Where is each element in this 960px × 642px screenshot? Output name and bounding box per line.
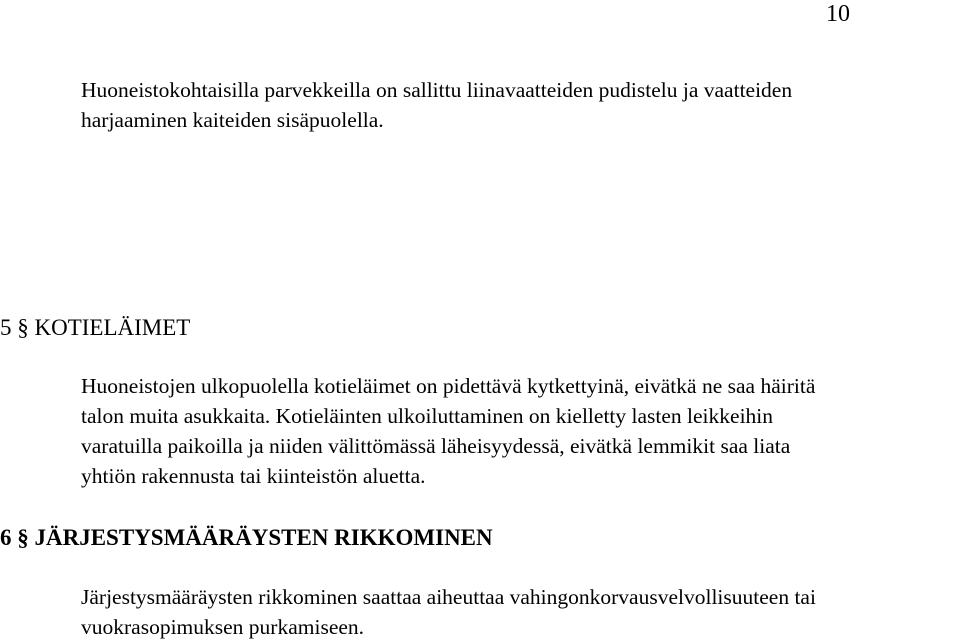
paragraph-violations xyxy=(81,582,816,642)
paragraph-line: Huoneistokohtaisilla parvekkeilla on sallittu liinavaatteiden pudistelu ja vaatteiden xyxy=(81,78,793,102)
paragraph-line: talon muita asukkaita. Kotieläinten ulkoiluttaminen on kielletty lasten leikkeihin xyxy=(81,404,774,428)
paragraph-pets xyxy=(81,371,815,491)
paragraph-line: vuokrasopimuksen purkamiseen. xyxy=(81,615,365,639)
paragraph-line: Huoneistojen ulkopuolella kotieläimet on pidettävä kytkettyinä, eivätkä ne saa häiritä xyxy=(81,374,816,398)
paragraph-line: yhtiön rakennusta tai kiinteistön aluetta. xyxy=(81,464,426,488)
paragraph-balcony-rules xyxy=(81,75,792,135)
page-number: 10 xyxy=(826,1,850,27)
paragraph-line: harjaaminen kaiteiden sisäpuolella. xyxy=(81,108,384,132)
paragraph-line: Järjestysmääräysten rikkominen saattaa aiheuttaa vahingonkorvausvelvollisuuteen tai xyxy=(81,585,816,609)
section-heading-pets: 5 § KOTIELÄIMET xyxy=(0,315,191,340)
paragraph-line: varatuilla paikoilla ja niiden välittömässä läheisyydessä, eivätkä lemmikit saa liata xyxy=(81,434,791,458)
section-heading-violations: 6 § JÄRJESTYSMÄÄRÄYSTEN RIKKOMINEN xyxy=(0,525,493,550)
